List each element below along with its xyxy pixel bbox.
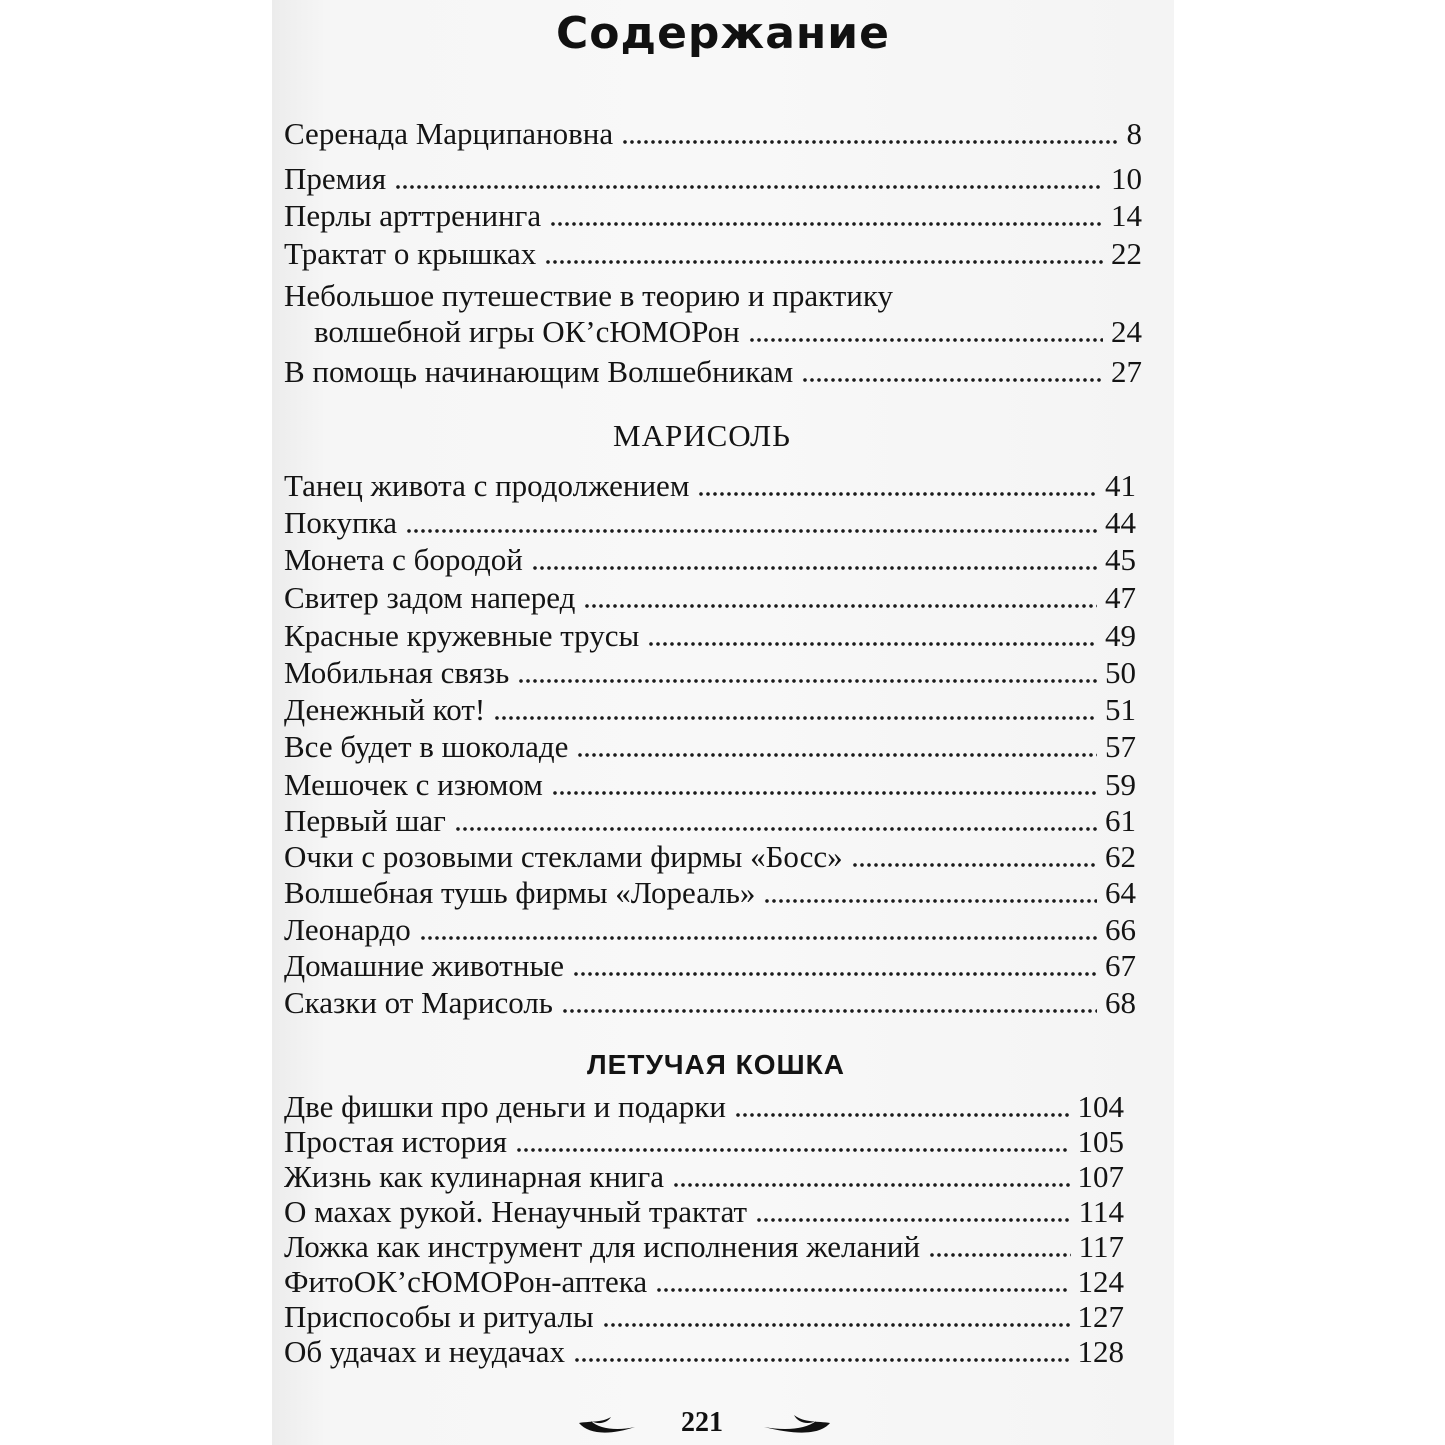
toc-entry: [284, 657, 1136, 688]
toc-entry-page: 14: [1111, 198, 1142, 233]
toc-entry-title: Серенада Марципановна: [284, 116, 614, 151]
toc-entry-title: Ложка как инструмент для исполнения желаний: [284, 1229, 921, 1264]
toc-entry-title: Монета с бородой: [284, 542, 523, 577]
toc-entry-title: Покупка: [284, 505, 397, 540]
toc-entry-title: Мобильная связь: [284, 655, 510, 690]
toc-entry-page: 24: [1111, 314, 1142, 349]
toc-entry-page: 114: [1078, 1194, 1124, 1229]
toc-entry-title: Красные кружевные трусы: [284, 618, 640, 653]
toc-entry: [284, 238, 1142, 269]
toc-entry-page: 62: [1105, 839, 1136, 874]
toc-entry-page: 57: [1105, 729, 1136, 764]
toc-entry: [284, 118, 1142, 149]
toc-entry-page: 117: [1078, 1229, 1124, 1264]
toc-entry-title: Трактат о крышках: [284, 236, 537, 271]
toc-entry-page: 41: [1105, 468, 1136, 503]
toc-entry-title: Домашние животные: [284, 948, 565, 983]
toc-entry-title: Свитер задом наперед: [284, 580, 576, 615]
toc-entry-page: 22: [1111, 236, 1142, 271]
toc-entry-first-line: [284, 280, 1142, 311]
dot-leader: [456, 826, 1097, 832]
toc-entry-title: Первый шаг: [284, 803, 446, 838]
toc-entry-title: Денежный кот!: [284, 692, 486, 727]
toc-entry-page: 124: [1077, 1264, 1124, 1299]
toc-entry-title: Леонардо: [284, 912, 411, 947]
toc-entry: [284, 200, 1142, 231]
toc-entry-page: 61: [1105, 803, 1136, 838]
dot-leader: [657, 1287, 1069, 1293]
dot-leader: [519, 678, 1097, 684]
toc-entry-page: 47: [1105, 580, 1136, 615]
toc-entry-title: Волшебная тушь фирмы «Лореаль»: [284, 875, 756, 910]
dot-leader: [407, 528, 1097, 534]
section-heading: МАРИСОЛЬ: [613, 418, 791, 453]
toc-entry: [284, 470, 1136, 501]
section-heading: ЛЕТУЧАЯ КОШКА: [587, 1049, 845, 1080]
toc-entry: [284, 877, 1136, 908]
toc-entry-title: Мешочек с изюмом: [284, 767, 543, 802]
toc-entry-page: 127: [1077, 1299, 1124, 1334]
dot-leader: [757, 1217, 1071, 1223]
toc-entry-title: ФитоОК’сЮМОРон-аптека: [284, 1264, 648, 1299]
toc-entry-title: волшебной игры ОК’сЮМОРон: [314, 314, 740, 349]
toc-entry: [284, 731, 1136, 762]
dot-leader: [930, 1252, 1071, 1258]
toc-entry-title: Премия: [284, 161, 387, 196]
toc-entry: [284, 694, 1136, 725]
toc-entry-page: 10: [1111, 161, 1142, 196]
toc-entry-page: 8: [1126, 116, 1142, 151]
dot-leader: [578, 752, 1097, 758]
toc-entry-page: 44: [1105, 505, 1136, 540]
toc-entry-page: 27: [1111, 354, 1142, 389]
dot-leader: [623, 139, 1118, 145]
toc-entry-title: Жизнь как кулинарная книга: [284, 1159, 664, 1194]
dot-leader: [553, 790, 1097, 796]
toc-entry-title: Все будет в шоколаде: [284, 729, 569, 764]
dot-leader: [765, 898, 1097, 904]
dot-leader: [736, 1112, 1070, 1118]
toc-entry-title: Об удачах и неудачах: [284, 1334, 565, 1369]
dot-leader: [585, 603, 1097, 609]
toc-entry-page: 68: [1105, 985, 1136, 1020]
toc-entry-title: Сказки от Марисоль: [284, 985, 553, 1020]
toc-entry-title: В помощь начинающим Волшебникам: [284, 354, 794, 389]
page-number: 221: [681, 1407, 723, 1438]
toc-entry-page: 104: [1077, 1089, 1124, 1124]
page-title: Содержание: [556, 8, 890, 59]
toc-entry-title: О махах рукой. Ненаучный трактат: [284, 1194, 748, 1229]
dot-leader: [563, 1008, 1097, 1014]
dot-leader: [517, 1147, 1070, 1153]
toc-entry-page: 67: [1105, 948, 1136, 983]
toc-entry-title: Простая история: [284, 1124, 507, 1159]
dot-leader: [396, 184, 1103, 190]
dot-leader: [649, 641, 1097, 647]
toc-entry: [284, 769, 1136, 800]
dot-leader: [750, 337, 1103, 343]
toc-entry-page: 107: [1077, 1159, 1124, 1194]
toc-entry-page: 105: [1077, 1124, 1124, 1159]
dot-leader: [699, 491, 1097, 497]
toc-entry-page: 66: [1105, 912, 1136, 947]
toc-entry-page: 50: [1105, 655, 1136, 690]
toc-entry: [284, 1336, 1124, 1367]
toc-entry: [284, 1196, 1124, 1227]
toc-entry-title: Очки с розовыми стеклами фирмы «Босс»: [284, 839, 843, 874]
toc-entry: [284, 356, 1142, 387]
toc-entry: [284, 163, 1142, 194]
dot-leader: [803, 377, 1103, 383]
toc-entry-page: 45: [1105, 542, 1136, 577]
toc-entry: [284, 1091, 1124, 1122]
toc-entry: [284, 841, 1136, 872]
toc-entry-page: 128: [1077, 1334, 1124, 1369]
dot-leader: [533, 565, 1097, 571]
toc-entry-page: 51: [1105, 692, 1136, 727]
toc-entry-title: Перлы арттренинга: [284, 198, 542, 233]
dot-leader: [546, 259, 1103, 265]
toc-entry: [314, 316, 1142, 347]
toc-entry-title: Приспособы и ритуалы: [284, 1299, 594, 1334]
book-page: [272, 0, 1174, 1445]
dot-leader: [604, 1322, 1070, 1328]
toc-entry-title: Две фишки про деньги и подарки: [284, 1089, 726, 1124]
toc-entry-title: Танец живота с продолжением: [284, 468, 690, 503]
toc-entry-page: 49: [1105, 618, 1136, 653]
dot-leader: [551, 221, 1103, 227]
right-ornament-icon: [762, 1409, 832, 1439]
toc-entry: [284, 1231, 1124, 1262]
dot-leader: [575, 1357, 1070, 1363]
toc-entry: [284, 914, 1136, 945]
toc-entry: [284, 805, 1136, 836]
toc-entry: [284, 1266, 1124, 1297]
toc-entry: [284, 620, 1136, 651]
dot-leader: [674, 1182, 1070, 1188]
toc-entry: [284, 1161, 1124, 1192]
toc-entry: [284, 1126, 1124, 1157]
toc-entry: [284, 987, 1136, 1018]
toc-entry: [284, 582, 1136, 613]
dot-leader: [574, 971, 1097, 977]
toc-entry: [284, 507, 1136, 538]
toc-entry-page: 59: [1105, 767, 1136, 802]
toc-entry: [284, 1301, 1124, 1332]
dot-leader: [853, 862, 1097, 868]
page-footer: [272, 1405, 1174, 1445]
toc-entry-page: 64: [1105, 875, 1136, 910]
toc-entry: [284, 950, 1136, 981]
dot-leader: [421, 935, 1097, 941]
toc-entry: [284, 544, 1136, 575]
dot-leader: [495, 715, 1097, 721]
toc-entry-title-line1: Небольшое путешествие в теорию и практику: [284, 278, 894, 313]
